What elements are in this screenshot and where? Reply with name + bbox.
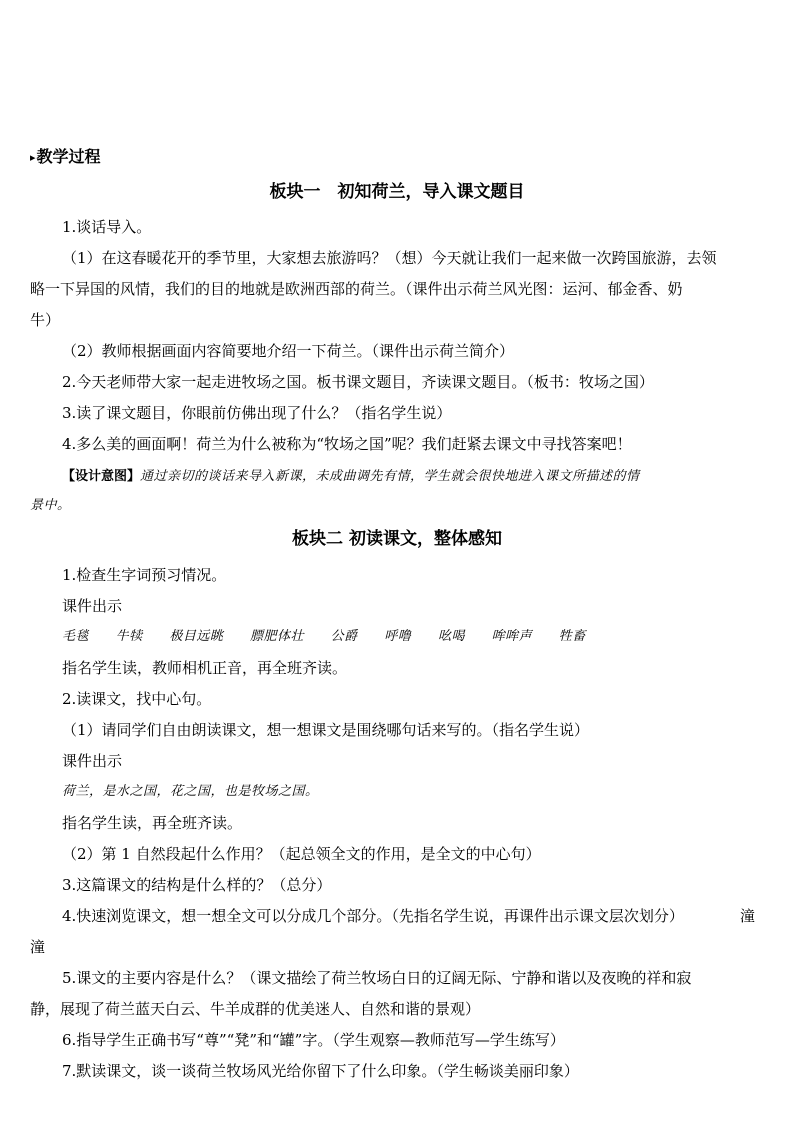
paragraph: 指名学生读，再全班齐读。 [62,814,243,832]
paragraph: 1.谈话导入。 [62,218,152,236]
block2-heading: 板块二 初读课文，整体感知 [292,529,502,549]
block1-heading: 板块一 初知荷兰，导入课文题目 [269,182,525,202]
vocab-word: 牲畜 [558,629,586,644]
design-intent [62,465,640,487]
paragraph: 6.指导学生正确书写“尊”“凳”和“罐”字。（学生观察—教师范写—学生练写） [62,1031,565,1049]
paragraph: （1）在这春暖花开的季节里，大家想去旅游吗？（想）今天就让我们一起来做一次跨国旅游，去领 [62,249,717,267]
paragraph: 2.读课文，找中心句。 [62,690,212,708]
vocab-word: 吆喝 [437,629,465,644]
paragraph: 牛） [30,311,61,329]
vocab-word: 哞哞声 [491,629,533,644]
paragraph: 2.今天老师带大家一起走进牧场之国。板书课文题目，齐读课文题目。（板书：牧场之国） [62,373,654,391]
design-intent-text: 景中。 [30,498,71,513]
paragraph: 略一下异国的风情，我们的目的地就是欧洲西部的荷兰。（课件出示荷兰风光图：运河、郁金香、奶 [30,280,683,298]
vocabulary-list [62,627,586,647]
paragraph: 课件出示 [62,597,123,615]
vocab-word: 呼噜 [384,629,412,644]
paragraph: 1.检查生字词预习情况。 [62,566,227,584]
paragraph: （2）第 1 自然段起什么作用？（起总领全文的作用，是全文的中心句） [62,845,541,863]
triangle-marker-icon: ▸ [30,151,36,164]
vocab-word: 膘肥体壮 [249,629,304,644]
paragraph: 3.读了课文题目，你眼前仿佛出现了什么？（指名学生说） [62,404,452,422]
paragraph: 潼 [30,938,46,956]
paragraph: 课件出示 [62,752,123,770]
vocab-word: 毛毯 [62,629,90,644]
paragraph-tail: 潼 [740,907,756,925]
vocab-word: 牛犊 [115,629,143,644]
vocab-word: 极目远眺 [169,629,224,644]
section-title: ▸教学过程 [30,147,101,166]
paragraph: 5.课文的主要内容是什么？（课文描绘了荷兰牧场白日的辽阔无际、宁静和谐以及夜晚的祥和寂 [62,969,692,987]
paragraph: 4.快速浏览课文，想一想全文可以分成几个部分。（先指名学生说，再课件出示课文层次划分） [62,907,684,925]
design-intent-text: 通过亲切的谈话来导入新课，未成曲调先有情，学生就会很快地进入课文所描述的情 [140,469,640,484]
paragraph: （2）教师根据画面内容简要地介绍一下荷兰。（课件出示荷兰简介） [62,342,515,360]
paragraph: 静，展现了荷兰蓝天白云、牛羊成群的优美迷人、自然和谐的景观） [30,1000,481,1018]
paragraph: 3.这篇课文的结构是什么样的？（总分） [62,876,332,894]
key-sentence: 荷兰，是水之国，花之国，也是牧场之国。 [62,784,319,799]
paragraph: 指名学生读，教师相机正音，再全班齐读。 [62,659,348,677]
design-intent-label: 【设计意图】 [62,469,141,484]
paragraph: 4.多么美的画面啊！荷兰为什么被称为“牧场之国”呢？我们赶紧去课文中寻找答案吧！ [62,435,632,453]
paragraph: （1）请同学们自由朗读课文，想一想课文是围绕哪句话来写的。（指名学生说） [62,721,590,739]
vocab-word: 公爵 [330,629,358,644]
paragraph: 7.默读课文，谈一谈荷兰牧场风光给你留下了什么印象。（学生畅谈美丽印象） [62,1062,579,1080]
